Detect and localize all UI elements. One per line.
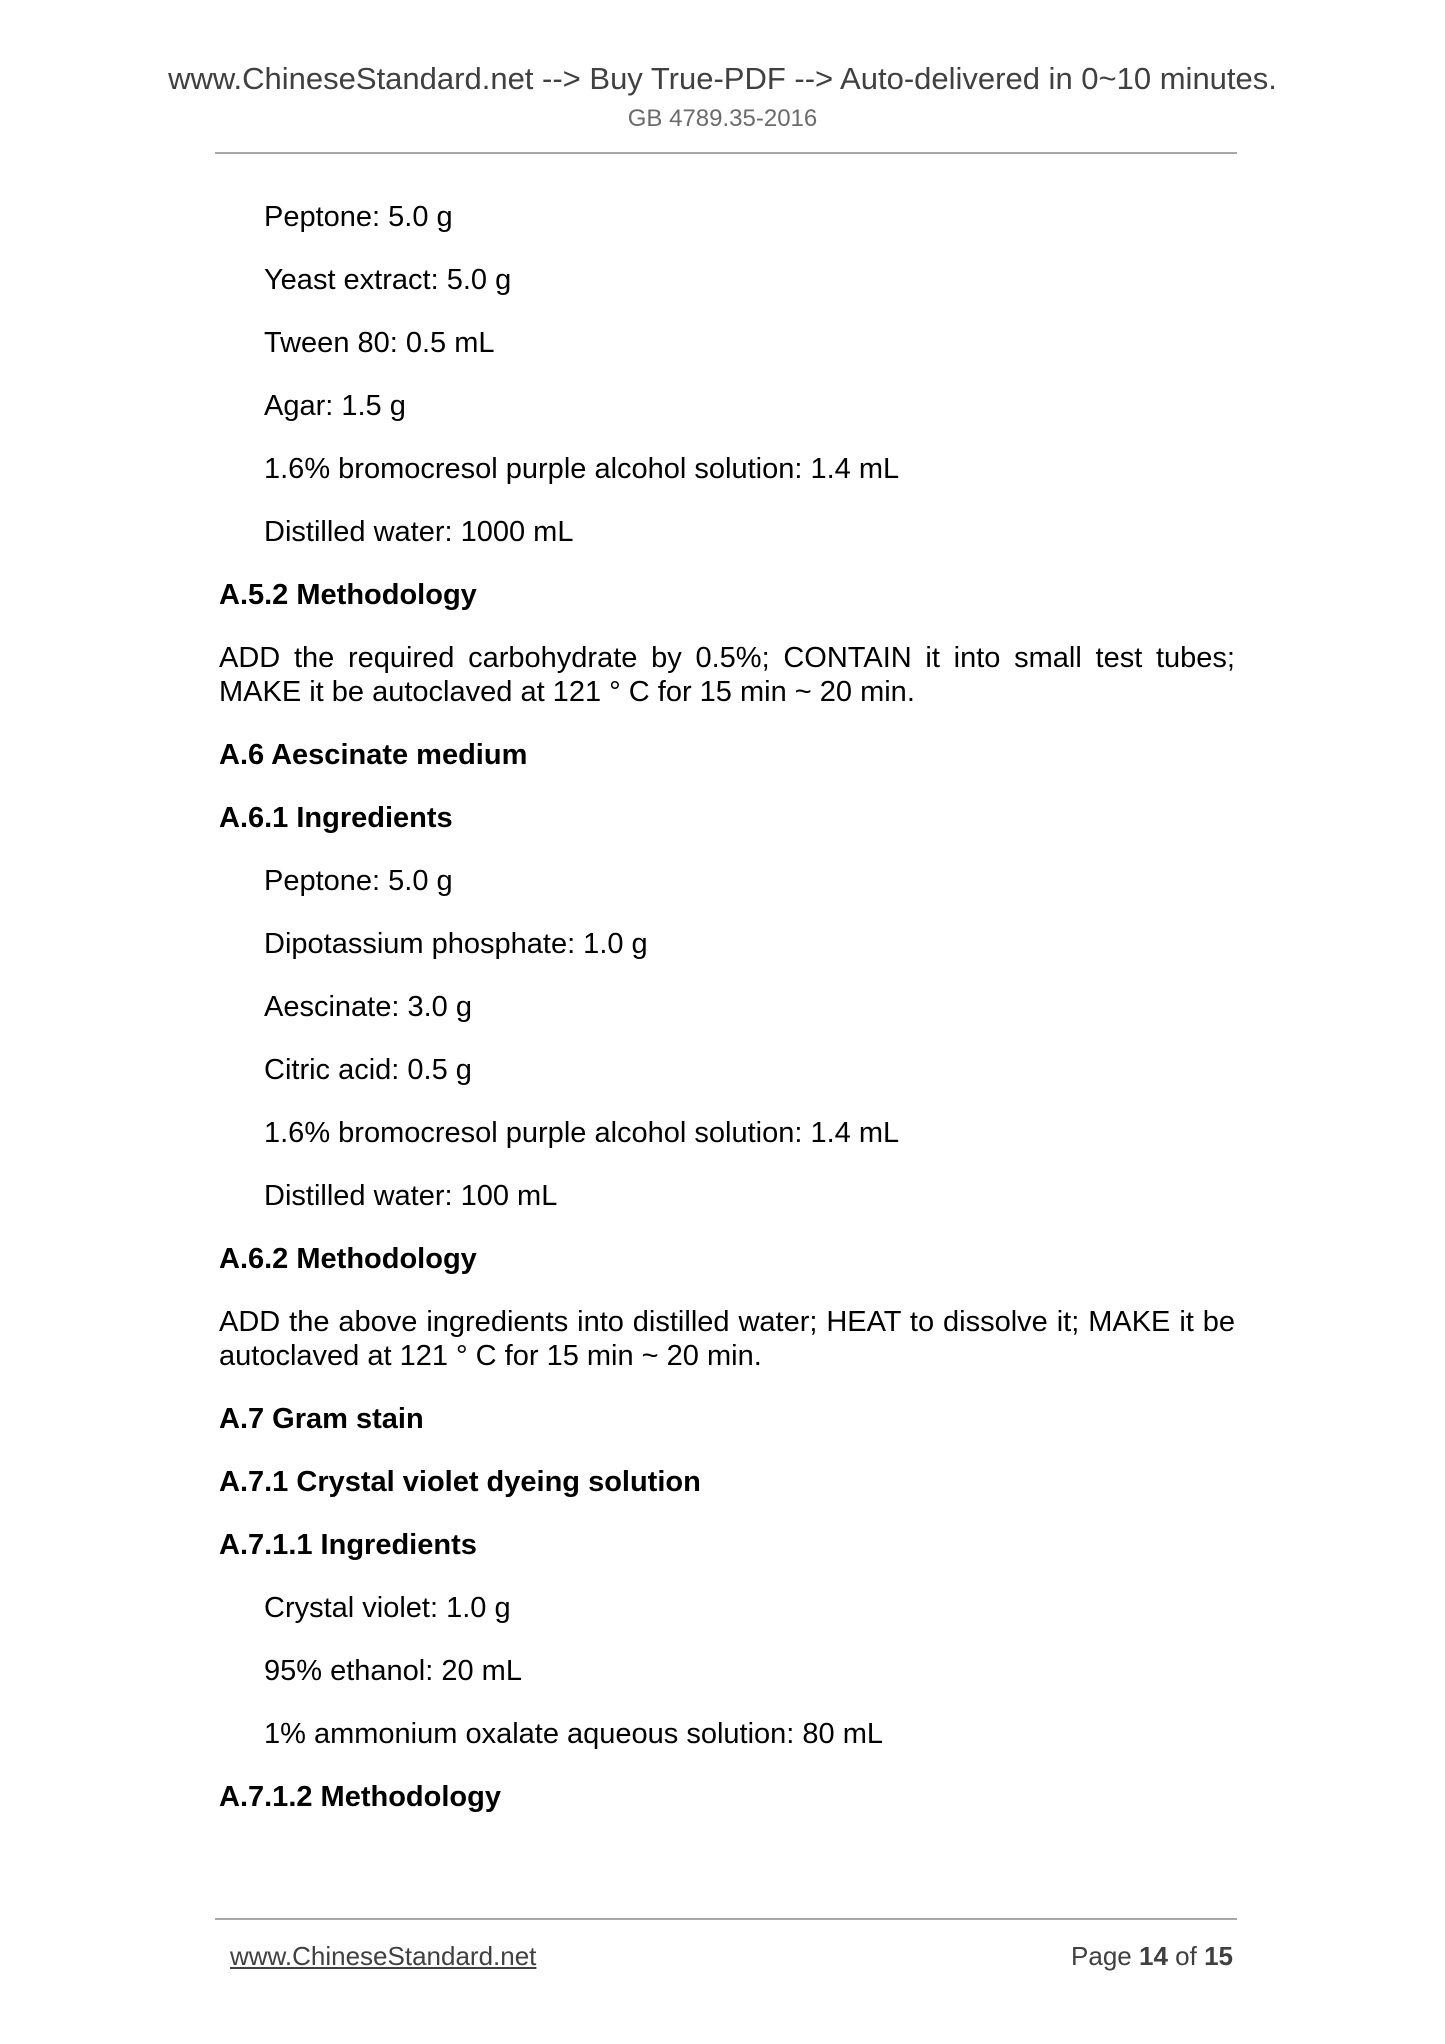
- header-banner: www.ChineseStandard.net --> Buy True-PDF --> Auto-delivered in 0~10 minutes.: [168, 61, 1277, 96]
- ingredient-item: Distilled water: 1000 mL: [264, 516, 574, 548]
- ingredient-item: Dipotassium phosphate: 1.0 g: [264, 928, 648, 960]
- ingredient-item: Yeast extract: 5.0 g: [264, 264, 512, 296]
- paragraph: ADD the required carbohydrate by 0.5%; CONTAIN it into small test tubes; MAKE it be autoclaved at 121 ° C for 15 min ~ 20 min.: [219, 642, 1235, 708]
- ingredient-item: Distilled water: 100 mL: [264, 1180, 558, 1212]
- page-indicator: [1071, 1940, 1233, 1972]
- paragraph: ADD the above ingredients into distilled water; HEAT to dissolve it; MAKE it be autoclaved at 121 ° C for 15 min ~ 20 min.: [219, 1306, 1235, 1372]
- section-heading: A.6.2 Methodology: [219, 1243, 477, 1275]
- ingredient-item: Peptone: 5.0 g: [264, 865, 453, 897]
- ingredient-item: Crystal violet: 1.0 g: [264, 1592, 511, 1624]
- header-divider: [215, 152, 1237, 154]
- ingredient-item: 1.6% bromocresol purple alcohol solution: 1.4 mL: [264, 1117, 900, 1149]
- ingredient-item: 95% ethanol: 20 mL: [264, 1655, 522, 1687]
- document-body: [219, 200, 1235, 1843]
- ingredient-item: 1% ammonium oxalate aqueous solution: 80 mL: [264, 1718, 884, 1750]
- section-heading: A.5.2 Methodology: [219, 579, 477, 611]
- section-heading: A.7.1.2 Methodology: [219, 1781, 501, 1813]
- of-word: of: [1175, 1941, 1197, 1971]
- section-heading: A.7 Gram stain: [219, 1403, 424, 1435]
- section-heading: A.7.1.1 Ingredients: [219, 1529, 477, 1561]
- page-word: Page: [1071, 1941, 1132, 1971]
- section-heading: A.7.1 Crystal violet dyeing solution: [219, 1466, 701, 1498]
- footer-divider: [215, 1918, 1237, 1920]
- total-pages: 15: [1204, 1941, 1233, 1971]
- standard-number: GB 4789.35-2016: [627, 105, 818, 132]
- current-page: 14: [1139, 1941, 1168, 1971]
- ingredient-item: Peptone: 5.0 g: [264, 201, 453, 233]
- ingredient-item: Tween 80: 0.5 mL: [264, 327, 495, 359]
- section-heading: A.6 Aescinate medium: [219, 739, 528, 771]
- ingredient-item: Citric acid: 0.5 g: [264, 1054, 472, 1086]
- ingredient-item: Agar: 1.5 g: [264, 390, 406, 422]
- footer-website-link[interactable]: www.ChineseStandard.net: [230, 1941, 537, 1971]
- ingredient-item: Aescinate: 3.0 g: [264, 991, 472, 1023]
- ingredient-item: 1.6% bromocresol purple alcohol solution: 1.4 mL: [264, 453, 900, 485]
- section-heading: A.6.1 Ingredients: [219, 802, 453, 834]
